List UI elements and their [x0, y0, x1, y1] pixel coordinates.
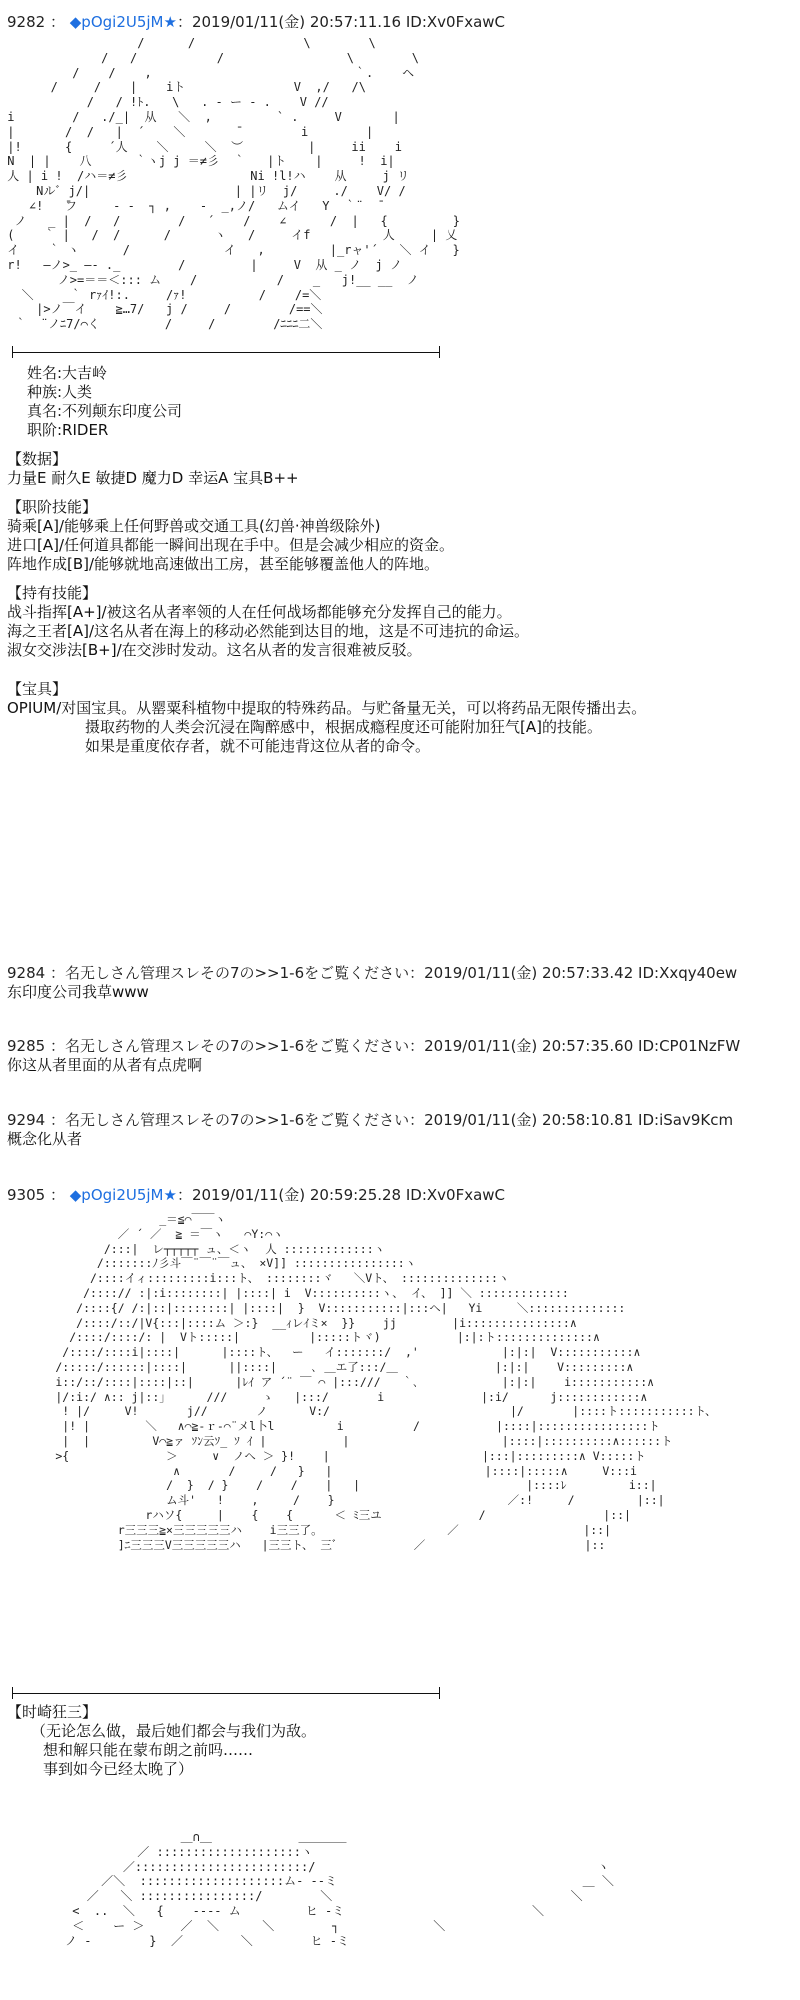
class-skill: 阵地作成[B]/能够就地高速做出工房，甚至能够覆盖他人的阵地。: [7, 555, 440, 573]
class-skills-header: 【职阶技能】: [7, 498, 98, 516]
post-header-9305: [7, 1186, 505, 1204]
post-body-9285: 你这从者里面的从者有点虎啊: [7, 1056, 203, 1074]
ascii-art-line: ]ﾆ三三三V三三三三三ハ |三三ト、 三ﾞ ／ |::: [0, 1537, 606, 1552]
ascii-art-line: |! { ´人 ＼ ＼ ︶ | ii i: [0, 139, 403, 154]
dialogue-line: （无论怎么做，最后她们都会与我们为敌。: [31, 1722, 317, 1740]
divider-cap-right: [439, 1687, 440, 1699]
post-header-9285: 9285 ：名无しさん管理スレその7の>>1-6をご覧ください：2019/01/11(金) 20:57:35.60 ID:CP01NzFW: [7, 1037, 741, 1055]
ascii-art-line: / / \ \: [0, 36, 376, 50]
ascii-art-line: 人 | i ! /ハ＝≠彡 Ni !l!ハ 从 j リ: [0, 169, 410, 184]
sheet-name: 姓名:大吉岭: [27, 364, 108, 382]
character-sheet: [7, 364, 646, 756]
post-number: 9282: [7, 13, 46, 31]
sheet-class: 职阶:RIDER: [27, 421, 109, 439]
ascii-art-line: /::::/::::/: | Vト:::::| |:::::トヾ) |:|:ト::::::::::::::∧: [0, 1330, 600, 1345]
ascii-art-line: |>ノ￣イ ≧…7/ j / / /==＼: [0, 302, 323, 317]
stats-line: 力量E 耐久E 敏捷D 魔力D 幸运A 宝具B++: [7, 469, 299, 487]
post-body-9294: 概念化从者: [7, 1130, 83, 1148]
ascii-art-line: ＼ ｀ rｧｲ!:. /ｧ! / /=＼: [0, 287, 322, 302]
ascii-art-line: / / / \ \: [0, 50, 420, 65]
ascii-art-line: / } / } / / | | |::::ﾚ i::|: [0, 1478, 657, 1493]
dialogue-line: 事到如今已经太晚了）: [43, 1760, 194, 1778]
data-header: 【数据】: [7, 450, 68, 468]
np-line: OPIUM/对国宝具。从罂粟科植物中提取的特殊药品。与贮备量无关，可以将药品无限传播出去。: [7, 699, 647, 717]
ascii-art-kurumi: [0, 1212, 717, 1552]
personal-skill: 战斗指挥[A+]/被这名从者率领的人在任何战场都能够充分发挥自己的能力。: [7, 603, 512, 621]
ascii-art-line: /::::// :|:i::::::::| |::::| i V::::::::::ヽ、 イ、 ]] ＼ :::::::::::::: [0, 1285, 569, 1300]
np-header: 【宝具】: [7, 680, 68, 698]
post-separator: ：: [49, 13, 65, 31]
ascii-art-line: /::::/::/|V{:::|::::ム ＞:} __ｨレｲミ× }} jj |i:::::::::::::::∧: [0, 1315, 577, 1330]
ascii-art-line: |/:i:/ ∧:: j|::｣ /// ゝ |:::/ i |:i/ j::::::::::::∧: [0, 1389, 648, 1404]
dialogue-block: [7, 1703, 316, 1779]
ascii-art-line: i / ./_| 从 ＼ , ` . V |: [0, 109, 400, 124]
sheet-true-name: 真名:不列颠东印度公司: [27, 402, 183, 420]
ascii-art-line: /::::/::::i|::::| |::::ト、 ー イ:::::::/ ,' |:|:| V:::::::::::∧: [0, 1345, 641, 1360]
ascii-art-line: /::::イィ:::::::::i:::ト、 ::::::::ヾ ＼Vト、 ::::::::::::::ヽ: [0, 1271, 510, 1286]
divider-cap-left: [12, 346, 13, 358]
ascii-art-line: /:::::::ﾉ彡斗￣¨￣¨￣ュ、 ×V]] ::::::::::::::::ヽ: [0, 1256, 417, 1271]
class-skill: 进口[A]/任何道具都能一瞬间出现在手中。但是会减少相应的资金。: [7, 536, 455, 554]
np-line: 摄取药物的人类会沉浸在陶醉感中，根据成瘾程度还可能附加狂气[A]的技能。: [85, 718, 602, 736]
ascii-art-line: | / / | ´ ＼ ̄ i |: [0, 124, 374, 139]
ascii-art-line: r! ―ノ>_ ―‐ ._ / | V 从 _ ノ j ノ: [0, 257, 403, 272]
ascii-art-line: |! | ＼ ∧⌒≧-ｒ‐⌒¨メl卜l i / |::::|::::::::::::::::ト: [0, 1419, 660, 1434]
ascii-art-line: ノ _ | / / / ´ / ∠ / | { }: [0, 213, 460, 228]
author-trip[interactable]: ◆pOgi2U5jM★: [69, 1186, 177, 1204]
class-skill: 骑乘[A]/能够乘上任何野兽或交通工具(幻兽·神兽级除外): [7, 517, 381, 535]
ascii-art-line: ノ - } ／ ＼ ヒ ‐ミ: [0, 1933, 451, 1948]
ascii-art-line: >{ ＞ ∨ ノへ ＞ }! | |:::|:::::::::∧ V:::::ト: [0, 1448, 646, 1463]
post-body-9284: 东印度公司我草www: [7, 983, 149, 1001]
ascii-art-line: ／＼ ::::::::::::::::::::ム‐ -‐ミ ＿ ＼: [0, 1874, 614, 1889]
personal-skill: 淑女交涉法[B+]/在交涉时发动。这名从者的发言很难被反驳。: [7, 641, 422, 659]
ascii-art-line: / / | iト V ,/ /\: [0, 80, 367, 95]
ascii-art-line: ∧ / / } | |::::|:::::∧ V:::i: [0, 1463, 637, 1478]
ascii-art-line: ／ ´ ／ ≧ ＝￣ヽ ⌒Y:⌒ヽ: [0, 1226, 284, 1241]
ascii-art-line: ム斗' ! , / } ／:! / |::|: [0, 1493, 665, 1508]
ascii-art-line: ／ ::::::::::::::::::::ヽ: [0, 1844, 313, 1859]
ascii-art-line: / / !ﾄ. \ . - ー ‐ . V //: [0, 95, 329, 110]
ascii-art-line: / / , ｀. ヘ: [0, 65, 415, 80]
ascii-art-line: | | V⌒≧ァ ｿﾝ云ｿ_ ｿ ｲ | | |::::|::::::::::∧::::::ト: [0, 1433, 673, 1448]
post-header-9282: [7, 13, 505, 31]
ascii-art-line: ! |/ V! j// ノ V:/ |/ |::::ト:::::::::::ト、: [0, 1404, 717, 1419]
post-number: 9305: [7, 1186, 46, 1204]
ascii-art-line: ／ ＼ ::::::::::::::::/ ＼ ＼: [0, 1889, 583, 1904]
ascii-art-line: < .. ＼ { ‐‐‐‐ ム ヒ ‐ミ ＼: [0, 1903, 545, 1918]
post-date-id: ：2019/01/11(金) 20:59:25.28 ID:Xv0FxawC: [176, 1186, 506, 1204]
ascii-art-character: [0, 36, 460, 332]
divider-line: [12, 352, 439, 353]
ascii-art-line: i::/::/::::|::::|::| |ﾚｲ ア ´¨ ￣ ⌒ |:::/// ｀､ |:|:| i:::::::::::∧: [0, 1374, 655, 1389]
ascii-art-line: ＜ ー ＞ ／ ＼ ＼ ┐ ＼: [0, 1918, 446, 1933]
ascii-art-line: _＝≦⌒￣￣ヽ: [0, 1212, 227, 1226]
ascii-art-line: ／::::::::::::::::::::::::/ ヽ: [0, 1859, 610, 1874]
ascii-art-line: rハソ{ | { { ＜ ﾐ三ユ / |::|: [0, 1507, 631, 1522]
np-line: 如果是重度依存者，就不可能违背这位从者的命令。: [85, 737, 431, 755]
speaker-name: 【时崎狂三】: [7, 1703, 98, 1721]
ascii-art-line: N | | 八 ｀ヽj j ＝≠彡 ｀ |ト | ! i|: [0, 154, 395, 169]
ascii-art-line: ＿∩＿ ＿＿＿＿: [0, 1830, 347, 1844]
ascii-art-line: ∠! ̄フ ‐ ‐ ┐ , - _,ノ/ ムイ Y ｀¨ ̄: [0, 198, 378, 213]
sheet-race: 种族:人类: [27, 383, 93, 401]
author-trip[interactable]: ◆pOgi2U5jM★: [69, 13, 177, 31]
ascii-art-line: Nルﾞ j/| | |リ j/ ./ V/ /: [0, 183, 406, 198]
ascii-art-line: r三三三≧×三三三三三ハ i三三了。 ／ |::|: [0, 1522, 612, 1537]
dialogue-line: 想和解只能在蒙布朗之前吗……: [43, 1741, 254, 1759]
ascii-art-line: /:::::/::::::|::::| ||::::| ､ ＿エ了:::/＿ |:|:| V:::::::::∧: [0, 1359, 634, 1374]
ascii-art-line: ノ>=＝＝＜::: ム / / _ j!__ __ ノ: [0, 272, 419, 287]
divider-cap-right: [439, 346, 440, 358]
ascii-art-line: ( ｀ | / / / ヽ / イf 人 | 乂: [0, 228, 458, 243]
ascii-art-line: イ ｀ ヽ / イ , |_rャ'´ ＼ イ }: [0, 243, 460, 258]
divider-cap-left: [12, 1687, 13, 1699]
post-separator: ：: [49, 1186, 65, 1204]
post-header-9284: 9284 ：名无しさん管理スレその7の>>1-6をご覧ください：2019/01/11(金) 20:57:33.42 ID:Xxqy40ew: [7, 964, 738, 982]
ascii-art-line: ｀ ¨ノﾆ7/⌒く / / /ﾆﾆﾆ二＼: [0, 317, 323, 332]
ascii-art-line: /:::| レ┬┬┬┬┬ ュ、＜ヽ 人 :::::::::::::ヽ: [0, 1241, 386, 1256]
personal-skills-header: 【持有技能】: [7, 584, 98, 602]
divider-line: [12, 1693, 439, 1694]
ascii-art-line: /::::{/ /:|::|::::::::| |::::| } V:::::::::::|:::ヘ| Yi ＼::::::::::::::: [0, 1300, 626, 1315]
personal-skill: 海之王者[A]/这名从者在海上的移动必然能到达目的地，这是不可违抗的命运。: [7, 622, 530, 640]
post-header-9294: 9294 ：名无しさん管理スレその7の>>1-6をご覧ください：2019/01/11(金) 20:58:10.81 ID:iSav9Kcm: [7, 1111, 734, 1129]
post-date-id: ：2019/01/11(金) 20:57:11.16 ID:Xv0FxawC: [176, 13, 506, 31]
ascii-art-bottom: [0, 1830, 614, 1948]
